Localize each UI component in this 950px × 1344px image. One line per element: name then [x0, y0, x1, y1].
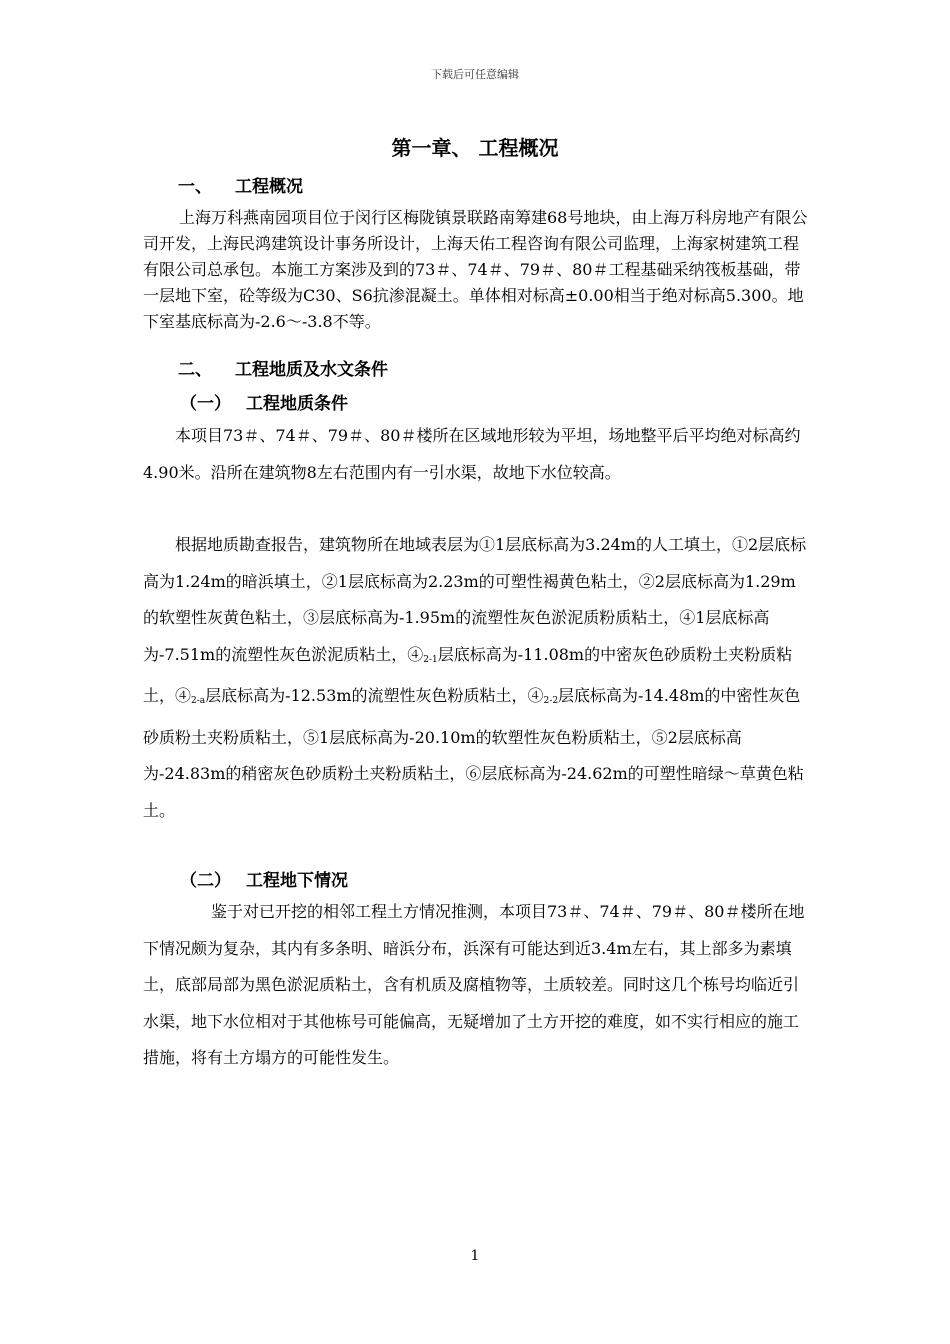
p2-part-c: 层底标高为-12.53m的流塑性灰色粉质粘土，④: [205, 686, 544, 705]
subsection-1-title: 工程地质条件: [246, 394, 348, 414]
subsection-1-number: （一）: [180, 394, 231, 414]
subsection-2-number: （二）: [180, 871, 231, 891]
section-2-title: 工程地质及水文条件: [235, 360, 388, 380]
p2-part-d: 层底标高为-14.48m的中密性灰色砂质粉土夹粉质粘土，⑤1层底标高为-20.10m的软塑性灰色粉质粘土，⑤2层底标高为-24.83m的稍密灰色砂质粉土夹粉质粘土，⑥层底标高为-24.62m的可塑性暗绿～草黄色粘土。: [143, 686, 804, 820]
p2-part-b: 层底标高为-11.08m的中密灰色砂质粉土夹粉质粘土，④: [143, 644, 793, 705]
section-2-heading: [178, 355, 388, 380]
subsection-1-heading: [180, 389, 348, 414]
p2-subscript-3: 2-2: [543, 696, 559, 706]
section-2-number: 二、: [178, 360, 212, 380]
subsection-2-heading: [180, 866, 348, 891]
p2-subscript-2: 2-a: [191, 696, 206, 706]
subsection-1-paragraph-1: [143, 418, 808, 491]
section-1-title: 工程概况: [235, 177, 303, 197]
subsection-2-text: 鉴于对已开挖的相邻工程土方情况推测，本项目73＃、74＃、79＃、80＃楼所在地下情况颇为复杂，其内有多条明、暗浜分布，浜深有可能达到近3.4m左右，其上部多为素填土，底部局部为黑色淤泥质粘土，含有机质及腐植物等，土质较差。同时这几个栋号均临近引水渠，地下水位相对于其他栋号可能偏高，无疑增加了土方开挖的难度，如不实行相应的施工措施，将有土方塌方的可能性发生。: [143, 902, 805, 1067]
section-1-text: 上海万科燕南园项目位于闵行区梅陇镇景联路南筹建68号地块，由上海万科房地产有限公司开发，上海民鸿建筑设计事务所设计，上海天佑工程咨询有限公司监理，上海家树建筑工程有限公司总承包。本施工方案涉及到的73＃、74＃、79＃、80＃工程基础采纳筏板基础，带一层地下室，砼等级为C30、S6抗渗混凝土。单体相对标高±0.00相当于绝对标高5.300。地下室基底标高为-2.6～-3.8不等。: [143, 208, 808, 331]
chapter-title: 第一章、 工程概况: [391, 136, 559, 160]
subsection-2-paragraph: [143, 894, 808, 1077]
page-number: 1: [470, 1248, 480, 1264]
header-note: 下载后可任意编辑: [431, 68, 519, 81]
section-1-paragraph: [143, 205, 808, 335]
p2-part-a: 根据地质勘查报告，建筑物所在地域表层为①1层底标高为3.24m的人工填土，①2层底标高为1.24m的暗浜填土，②1层底标高为2.23m的可塑性褐黄色粘土，②2层底标高为1.29m的软塑性灰黄色粘土，③层底标高为-1.95m的流塑性灰色淤泥质粉质粘土，④1层底标高为-7.51m的流塑性灰色淤泥质粘土，④: [143, 535, 807, 664]
section-1-number: 一、: [178, 177, 212, 197]
subsection-1-paragraph-2: [143, 527, 808, 829]
p2-subscript-1: 2-1: [423, 654, 438, 665]
section-1-heading: [178, 172, 303, 197]
subsection-2-title: 工程地下情况: [246, 871, 348, 891]
subsection-1-text-1: 本项目73＃、74＃、79＃、80＃楼所在区域地形较为平坦，场地整平后平均绝对标高约4.90米。沿所在建筑物8左右范围内有一引水渠，故地下水位较高。: [143, 426, 801, 482]
